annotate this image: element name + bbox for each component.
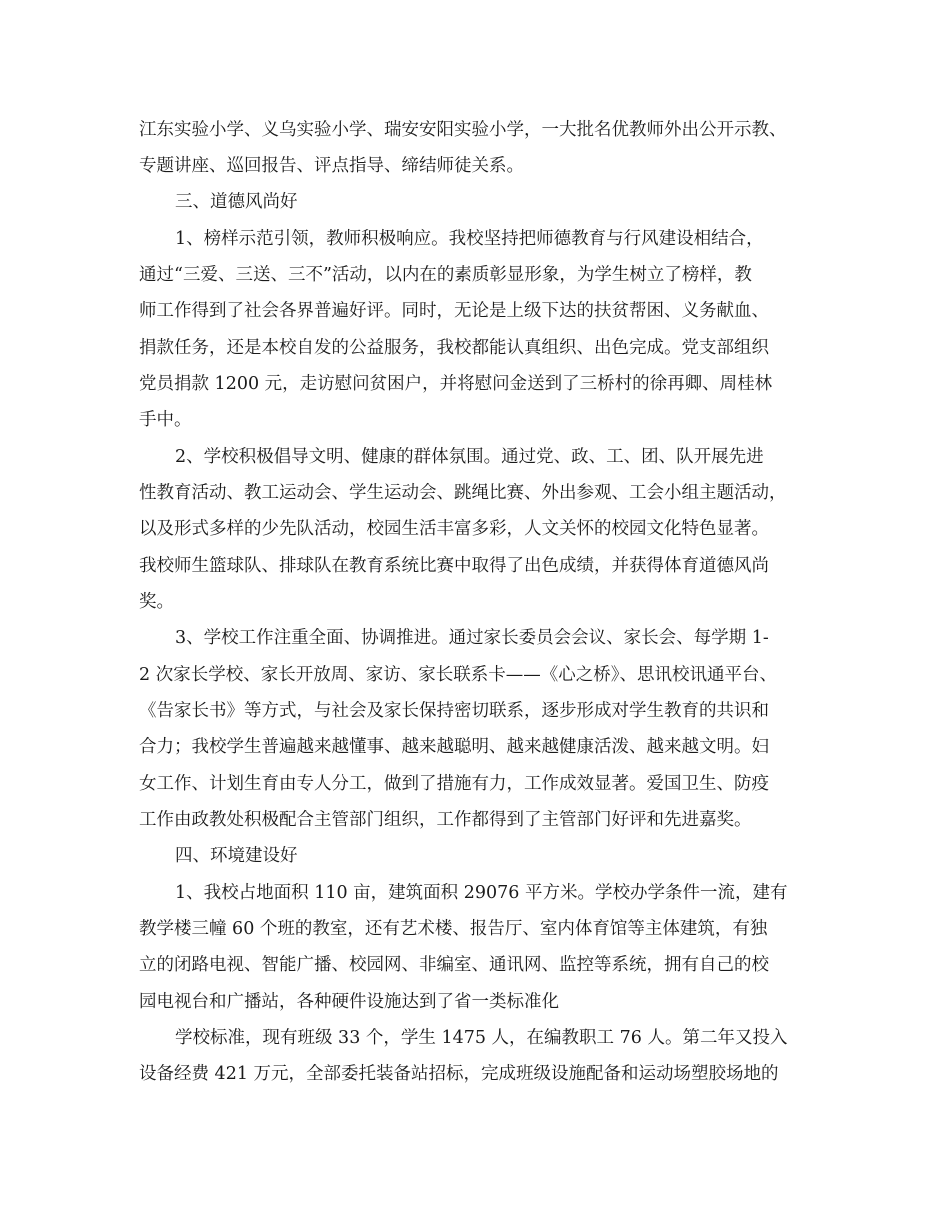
paragraph-line: 手中。 (139, 410, 192, 430)
paragraph-line: 以及形式多样的少先队活动，校园生活丰富多彩，人文关怀的校园文化特色显著。 (139, 519, 769, 539)
paragraph-line: 园电视台和广播站，各种硬件设施达到了省一类标准化 (139, 992, 559, 1012)
paragraph-line: 奖。 (139, 592, 174, 612)
paragraph-line: 捐款任务，还是本校自发的公益服务，我校都能认真组织、出色完成。党支部组织 (139, 338, 769, 358)
paragraph-line: 设备经费 421 万元，全部委托装备站招标，完成班级设施配备和运动场塑胶场地的 (139, 1064, 779, 1084)
paragraph-line: 1、我校占地面积 110 亩，建筑面积 29076 平方米。学校办学条件一流，建有 (175, 883, 788, 903)
paragraph-line: 专题讲座、巡回报告、评点指导、缔结师徒关系。 (139, 156, 524, 176)
paragraph-line: 2 次家长学校、家长开放周、家访、家长联系卡——《心之桥》、思讯校讯通平台、 (139, 665, 777, 685)
paragraph-line: 性教育活动、教工运动会、学生运动会、跳绳比赛、外出参观、工会小组主题活动， (139, 483, 787, 503)
paragraph-line: 2、学校积极倡导文明、健康的群体氛围。通过党、政、工、团、队开展先进 (175, 447, 764, 467)
paragraph-line: 通过“三爱、三送、三不”活动，以内在的素质彰显形象，为学生树立了榜样，教 (139, 265, 752, 285)
paragraph-line: 工作由政教处积极配合主管部门组织，工作都得到了主管部门好评和先进嘉奖。 (139, 810, 752, 830)
paragraph-line: 1、榜样示范引领，教师积极响应。我校坚持把师德教育与行风建设相结合， (175, 229, 764, 249)
paragraph-line: 女工作、计划生育由专人分工，做到了措施有力，工作成效显著。爱国卫生、防疫 (139, 774, 769, 794)
paragraph-line: 合力；我校学生普遍越来越懂事、越来越聪明、越来越健康活泼、越来越文明。妇 (139, 737, 769, 757)
paragraph-line: 学校标准，现有班级 33 个，学生 1475 人，在编教职工 76 人。第二年又投入 (175, 1028, 788, 1048)
paragraph-line: 教学楼三幢 60 个班的教室，还有艺术楼、报告厅、室内体育馆等主体建筑，有独 (139, 919, 768, 939)
paragraph-line: 立的闭路电视、智能广播、校园网、非编室、通讯网、监控等系统，拥有自己的校 (139, 955, 769, 975)
paragraph-line: 党员捐款 1200 元，走访慰问贫困户，并将慰问金送到了三桥村的徐再卿、周桂林 (139, 374, 773, 394)
paragraph-line: 我校师生篮球队、排球队在教育系统比赛中取得了出色成绩，并获得体育道德风尚 (139, 556, 769, 576)
paragraph-line: 《告家长书》等方式，与社会及家长保持密切联系，逐步形成对学生教育的共识和 (139, 701, 769, 721)
paragraph-line: 师工作得到了社会各界普遍好评。同时，无论是上级下达的扶贫帮困、义务献血、 (139, 301, 769, 321)
section-heading: 三、道德风尚好 (175, 192, 298, 212)
paragraph-line: 3、学校工作注重全面、协调推进。通过家长委员会会议、家长会、每学期 1- (175, 628, 769, 648)
section-heading: 四、环境建设好 (175, 846, 298, 866)
paragraph-line: 江东实验小学、义乌实验小学、瑞安安阳实验小学，一大批名优教师外出公开示教、 (139, 120, 787, 140)
